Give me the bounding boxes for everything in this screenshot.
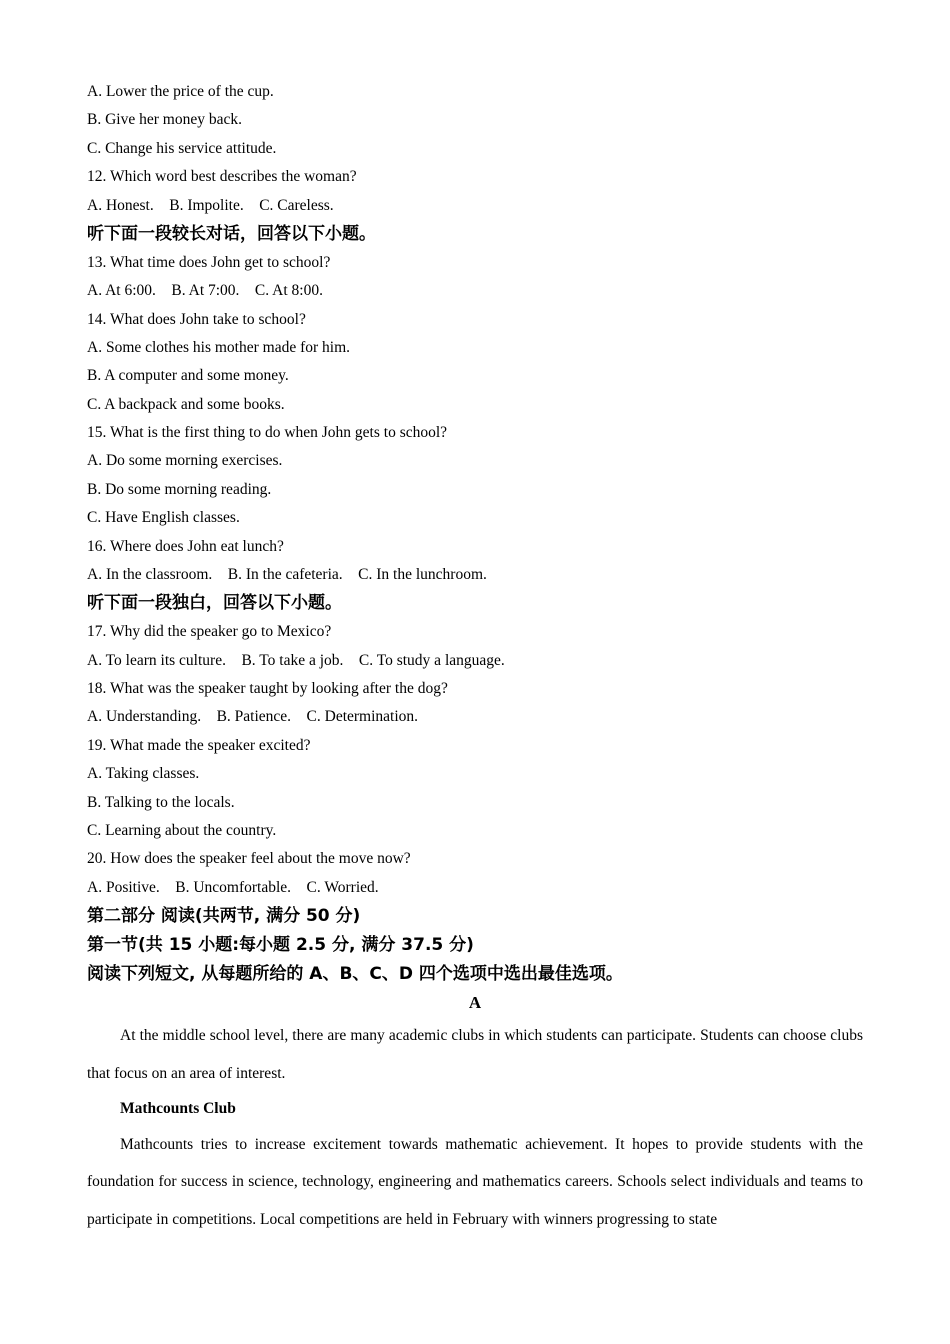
question-line: 12. Which word best describes the woman? — [87, 168, 357, 186]
club-title: Mathcounts Club — [120, 1099, 236, 1117]
option-line: A. Honest. B. Impolite. C. Careless. — [87, 196, 334, 214]
question-block-11-12 — [87, 78, 863, 220]
option-line: A. To learn its culture. B. To take a job. C. To study a language. — [87, 651, 505, 669]
passage-intro: At the middle school level, there are many academic clubs in which students can participate. Students can choose clubs that focus on an area of interest. — [87, 1027, 863, 1082]
option-line: A. Do some morning exercises. — [87, 452, 283, 470]
passage-letter: A — [468, 993, 482, 1013]
question-line: 18. What was the speaker taught by looking after the dog? — [87, 680, 448, 698]
option-line: C. Change his service attitude. — [87, 139, 277, 157]
option-line: C. Have English classes. — [87, 509, 240, 527]
document-page — [87, 78, 863, 1238]
question-line: 20. How does the speaker feel about the move now? — [87, 850, 411, 868]
section-part2-heading: 第二部分 阅读(共两节, 满分 50 分) — [87, 906, 361, 927]
option-line: A. Taking classes. — [87, 765, 200, 783]
option-line: B. Talking to the locals. — [87, 793, 235, 811]
question-line: 16. Where does John eat lunch? — [87, 537, 284, 555]
option-line: A. Understanding. B. Patience. C. Determination. — [87, 708, 419, 726]
section-1-heading: 第一节(共 15 小题:每小题 2.5 分, 满分 37.5 分) — [87, 935, 474, 956]
option-line: A. Some clothes his mother made for him. — [87, 338, 351, 356]
question-line: 15. What is the first thing to do when John gets to school? — [87, 424, 448, 442]
heading-monologue: 听下面一段独白，回答以下小题。 — [87, 593, 342, 614]
option-line: A. Lower the price of the cup. — [87, 83, 274, 100]
option-line: C. A backpack and some books. — [87, 395, 285, 413]
heading-long-dialogue: 听下面一段较长对话，回答以下小题。 — [87, 223, 376, 244]
question-line: 17. Why did the speaker go to Mexico? — [87, 623, 332, 641]
question-block-17-20 — [87, 618, 863, 902]
option-line: B. Do some morning reading. — [87, 480, 272, 498]
section-instruction: 阅读下列短文, 从每题所给的 A、B、C、D 四个选项中选出最佳选项。 — [87, 964, 623, 985]
question-line: 19. What made the speaker excited? — [87, 736, 311, 754]
option-line: B. A computer and some money. — [87, 367, 289, 385]
club-text: Mathcounts tries to increase excitement towards mathematic achievement. It hopes to provide students with the foundation for success in science, technology, engineering and mathematics careers. Schools select individuals and teams to participate in competitions. Local competitions are held in February with winners progressing to state — [87, 1135, 863, 1228]
option-line: C. Learning about the country. — [87, 821, 277, 839]
question-block-13-16 — [87, 249, 863, 590]
option-line: A. At 6:00. B. At 7:00. C. At 8:00. — [87, 282, 323, 300]
question-line: 13. What time does John get to school? — [87, 253, 331, 271]
option-line: A. In the classroom. B. In the cafeteria. C. In the lunchroom. — [87, 566, 487, 584]
option-line: A. Positive. B. Uncomfortable. C. Worried. — [87, 878, 379, 896]
question-line: 14. What does John take to school? — [87, 310, 306, 328]
option-line: B. Give her money back. — [87, 111, 242, 129]
